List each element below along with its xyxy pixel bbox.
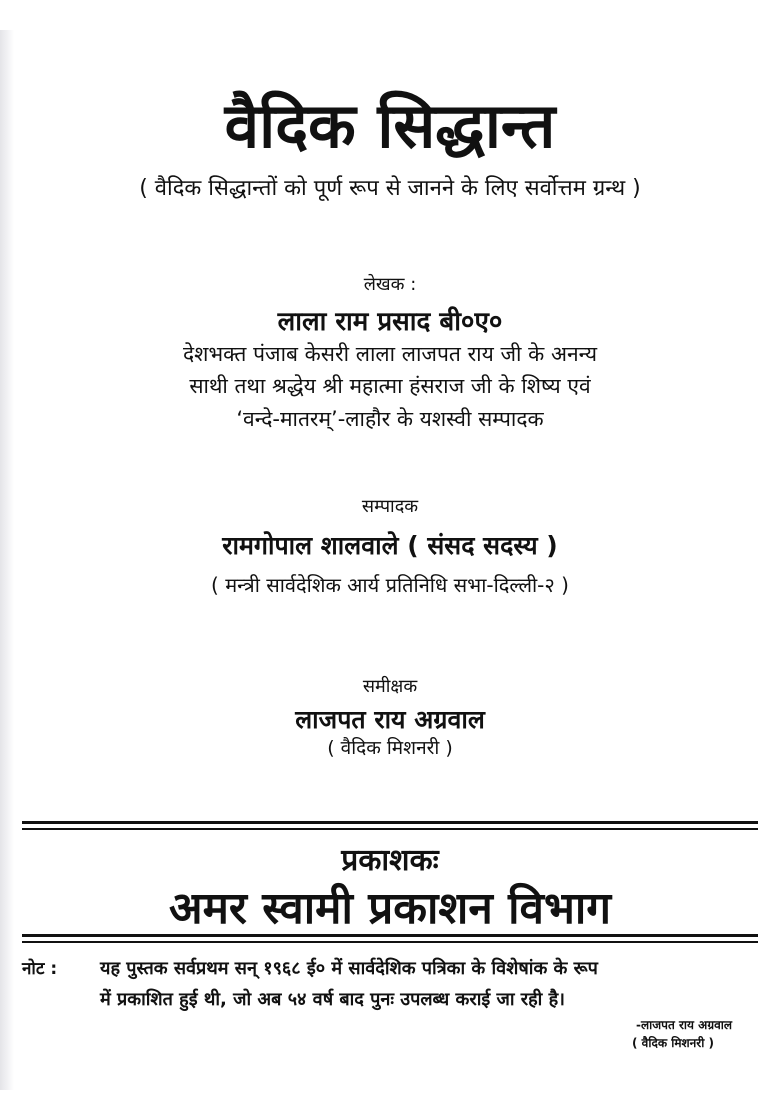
note-signature: -लाजपत राय अग्रवाल [636, 1018, 732, 1032]
author-label: लेखक : [363, 274, 417, 295]
divider [22, 828, 758, 830]
divider [22, 941, 758, 943]
reviewer-name: लाजपत राय अग्रवाल [295, 705, 485, 734]
editor-name: रामगोपाल शालवाले ( संसद सदस्य ) [222, 531, 558, 560]
publisher-label: प्रकाशकः [341, 843, 439, 878]
publisher-name: अमर स्वामी प्रकाशन विभाग [168, 883, 612, 934]
author-bio-line: साथी तथा श्रद्धेय श्री महात्मा हंसराज जी के शिष्य एवं [189, 374, 591, 398]
author-name: लाला राम प्रसाद बी०ए० [277, 307, 503, 337]
author-bio-line: ‘वन्दे-मातरम्’-लाहौर के यशस्वी सम्पादक [236, 407, 544, 431]
note-line: में प्रकाशित हुई थी, जो अब ५४ वर्ष बाद पुनः उपलब्ध कराई जा रही है। [100, 989, 565, 1010]
book-title: वैदिक सिद्धान्त [224, 89, 556, 162]
book-subtitle: ( वैदिक सिद्धान्तों को पूर्ण रूप से जानने के लिए सर्वोत्तम ग्रन्थ ) [139, 176, 641, 201]
note-label: नोट : [22, 959, 58, 979]
note-line: यह पुस्तक सर्वप्रथम सन् १९६८ ई० में सार्वदेशिक पत्रिका के विशेषांक के रूप [100, 958, 598, 979]
reviewer-label: समीक्षक [362, 676, 418, 697]
editor-label: सम्पादक [361, 496, 419, 517]
editor-role: ( मन्त्री सार्वदेशिक आर्य प्रतिनिधि सभा-दिल्ली-२ ) [211, 573, 569, 597]
note-signature-role: ( वैदिक मिशनरी ) [632, 1036, 714, 1050]
divider [22, 821, 758, 824]
reviewer-role: ( वैदिक मिशनरी ) [327, 737, 453, 759]
author-bio-line: देशभक्त पंजाब केसरी लाला लाजपत राय जी के अनन्य [182, 342, 598, 366]
divider [22, 934, 758, 937]
